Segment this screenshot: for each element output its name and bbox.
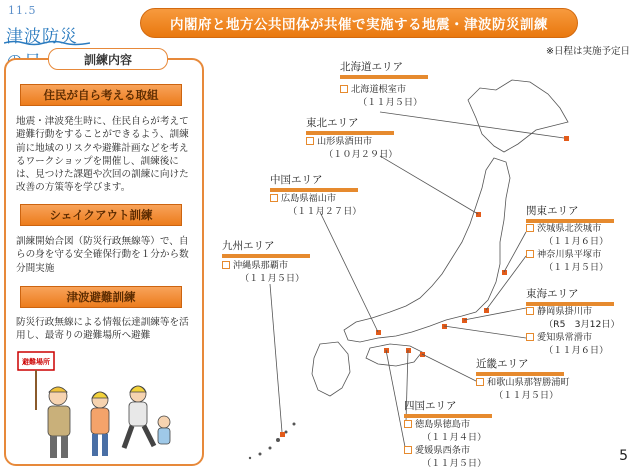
area-label-hokkaido: 北海道エリア bbox=[340, 61, 403, 73]
area-shikoku bbox=[404, 398, 492, 418]
city-date: （１１月２７日） bbox=[288, 205, 362, 217]
city-naha bbox=[222, 260, 304, 285]
marker-sakata bbox=[476, 212, 481, 217]
area-kyushu bbox=[222, 238, 310, 258]
kyushu-shape bbox=[312, 342, 350, 396]
city-name: 神奈川県平塚市 bbox=[537, 249, 602, 260]
city-name: 沖縄県那覇市 bbox=[233, 260, 289, 271]
area-kinki bbox=[476, 356, 564, 376]
leader-tokai-2 bbox=[444, 326, 526, 338]
area-bar bbox=[476, 372, 564, 376]
checkbox-icon bbox=[270, 194, 278, 202]
marker-kakegawa bbox=[462, 318, 467, 323]
hokkaido-shape bbox=[468, 80, 568, 152]
leader-kanto-1 bbox=[504, 232, 526, 272]
checkbox-icon bbox=[526, 250, 534, 258]
city-name: 愛知県常滑市 bbox=[537, 332, 593, 343]
section-text-shakeout: 訓練開始合図（防災行政無線等）で、自らの身を守る安全確保行動を１分から数分間実施 bbox=[16, 236, 189, 274]
area-label-shikoku: 四国エリア bbox=[404, 400, 457, 412]
city-date: （１１月５日） bbox=[494, 389, 559, 401]
marker-nemuro bbox=[564, 136, 569, 141]
city-name: 和歌山県那智勝浦町 bbox=[487, 377, 570, 388]
city-name: 茨城県北茨城市 bbox=[537, 223, 602, 234]
area-tohoku bbox=[306, 115, 394, 135]
city-kakegawa bbox=[526, 306, 620, 331]
city-name: 北海道根室市 bbox=[351, 84, 407, 95]
area-label-kinki: 近畿エリア bbox=[476, 358, 529, 370]
city-name: 山形県酒田市 bbox=[317, 136, 373, 147]
checkbox-icon bbox=[306, 137, 314, 145]
city-date: （１０月２９日） bbox=[324, 148, 398, 160]
logo-date: 11.5 bbox=[8, 4, 37, 17]
checkbox-icon bbox=[476, 378, 484, 386]
city-date: （１１月６日） bbox=[544, 235, 609, 247]
checkbox-icon bbox=[340, 85, 348, 93]
section-text-workshop: 地震・津波発生時に、住民自らが考えて避難行動をすることができるよう、訓練前に地域のリスクや避難計画などを考えるワークショップを開催し、訓練後には、見つけた課題や次回の訓練に向けた改善の方策等を学びます。 bbox=[16, 116, 189, 194]
city-tokoname bbox=[526, 332, 608, 357]
area-chugoku bbox=[270, 172, 358, 192]
city-name: 愛媛県西条市 bbox=[415, 445, 471, 456]
marker-fukuyama bbox=[376, 330, 381, 335]
checkbox-icon bbox=[526, 224, 534, 232]
city-name: 広島県福山市 bbox=[281, 193, 337, 204]
area-label-tohoku: 東北エリア bbox=[306, 117, 359, 129]
city-name: 静岡県掛川市 bbox=[537, 306, 593, 317]
city-saijo bbox=[404, 445, 486, 470]
leader-chugoku bbox=[320, 212, 378, 332]
page-number: 5 bbox=[619, 448, 628, 464]
city-date: （R5 3月12日） bbox=[544, 318, 620, 330]
evacuation-illustration bbox=[14, 350, 174, 462]
page-title: 内閣府と地方公共団体が共催で実施する地震・津波防災訓練 bbox=[170, 17, 548, 33]
schedule-note: ※日程は実施予定日 bbox=[546, 46, 630, 57]
city-tokushima bbox=[404, 419, 486, 444]
wave-icon bbox=[4, 40, 90, 46]
section-text-tsunami: 防災行政無線による情報伝達訓練等を活用し、最寄りの避難場所へ避難 bbox=[16, 317, 189, 342]
area-label-kanto: 関東エリア bbox=[526, 205, 579, 217]
city-date: （１１月５日） bbox=[358, 96, 423, 108]
checkbox-icon bbox=[404, 420, 412, 428]
area-bar bbox=[270, 188, 358, 192]
city-sakata bbox=[306, 136, 398, 161]
checkbox-icon bbox=[404, 446, 412, 454]
city-date: （１１月５日） bbox=[240, 272, 305, 284]
section-title-shakeout: シェイクアウト訓練 bbox=[20, 204, 182, 226]
logo bbox=[4, 4, 90, 48]
marker-tokushima bbox=[406, 348, 411, 353]
area-hokkaido bbox=[340, 59, 428, 79]
city-fukuyama bbox=[270, 193, 362, 218]
area-kanto bbox=[526, 203, 614, 223]
area-label-kyushu: 九州エリア bbox=[222, 240, 275, 252]
panel-header: 訓練内容 bbox=[48, 48, 168, 70]
sign-text: 避難場所 bbox=[22, 358, 50, 366]
leader-kinki bbox=[422, 354, 478, 382]
area-bar bbox=[340, 75, 428, 79]
section-title-workshop: 住民が自ら考える取組 bbox=[20, 84, 182, 106]
checkbox-icon bbox=[526, 307, 534, 315]
city-date: （１１月５日） bbox=[422, 457, 487, 469]
honshu-shape bbox=[344, 158, 510, 342]
city-kitaibaraki bbox=[526, 223, 608, 248]
area-label-tokai: 東海エリア bbox=[526, 288, 579, 300]
checkbox-icon bbox=[222, 261, 230, 269]
logo-text: 津波防災 bbox=[6, 27, 78, 47]
marker-naha bbox=[280, 432, 285, 437]
checkbox-icon bbox=[526, 333, 534, 341]
city-name: 徳島県徳島市 bbox=[415, 419, 471, 430]
city-date: （１１月６日） bbox=[544, 344, 609, 356]
area-bar bbox=[222, 254, 310, 258]
area-bar bbox=[306, 131, 394, 135]
leader-kyushu bbox=[270, 284, 282, 432]
shikoku-shape bbox=[366, 344, 422, 366]
city-date: （１１月５日） bbox=[544, 261, 609, 273]
title-banner bbox=[140, 8, 578, 38]
city-nemuro bbox=[340, 84, 422, 109]
city-date: （１１月４日） bbox=[422, 431, 487, 443]
area-bar bbox=[404, 414, 492, 418]
city-hiratsuka bbox=[526, 249, 608, 274]
area-label-chugoku: 中国エリア bbox=[270, 174, 323, 186]
area-tokai bbox=[526, 286, 614, 306]
leader-tohoku bbox=[380, 156, 478, 214]
section-title-tsunami: 津波避難訓練 bbox=[20, 286, 182, 308]
